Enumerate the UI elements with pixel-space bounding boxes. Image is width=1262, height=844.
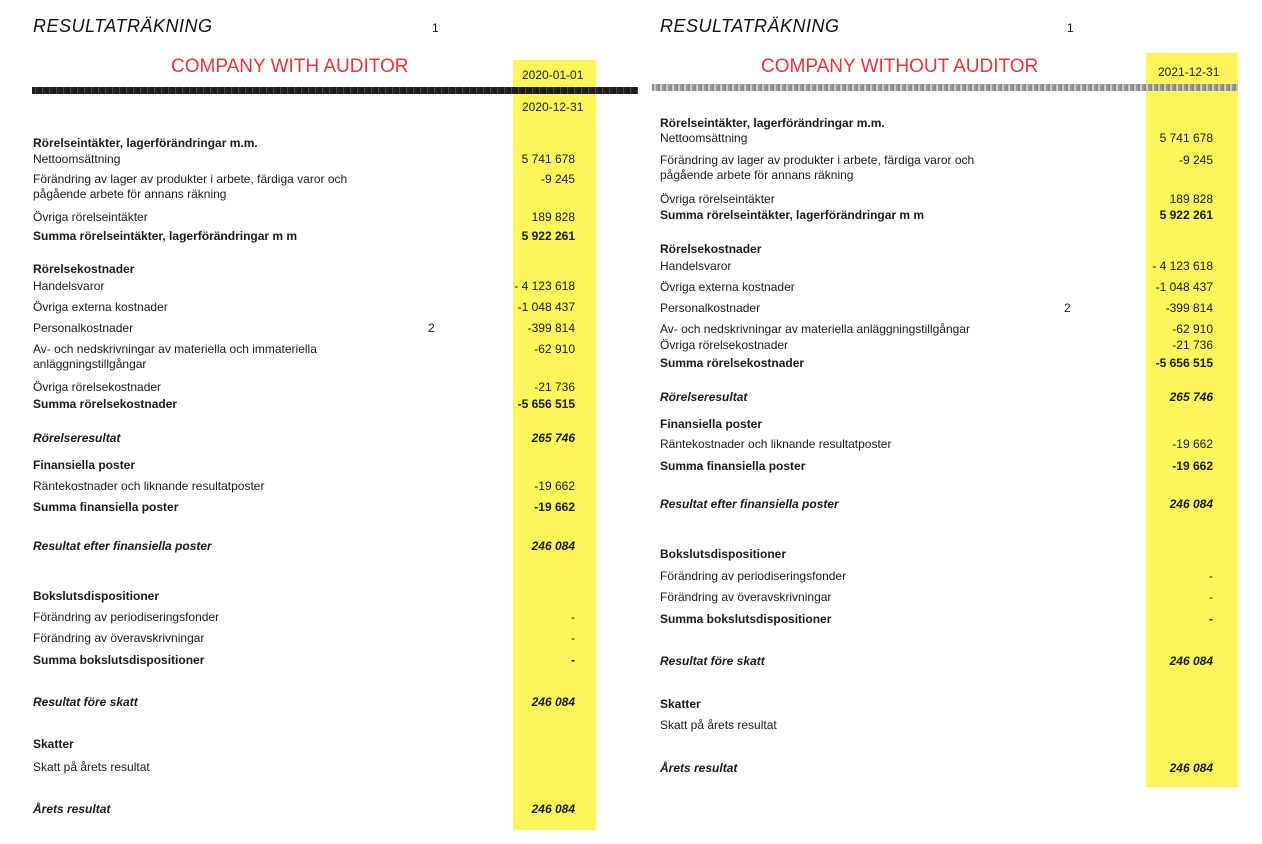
company-banner: COMPANY WITH AUDITOR [171,56,409,77]
line-item-label: Resultat efter finansiella poster [660,497,839,511]
line-item-value: 246 084 [1169,497,1213,511]
line-item-value: 246 084 [531,802,575,816]
line-item-value: 265 746 [531,431,575,445]
line-item-value: -19 662 [1172,437,1213,451]
line-item-value: -62 910 [1172,322,1213,336]
line-item-value: - 4 123 618 [1152,259,1213,273]
line-item-label: Övriga rörelseintäkter [660,192,775,206]
line-item-label: Av- och nedskrivningar av materiella och immateriella anläggningstillgångar [33,342,317,371]
statement-title: RESULTATRÄKNING [660,16,840,36]
line-item-value: 246 084 [531,695,575,709]
line-item-label: Resultat efter finansiella poster [33,539,212,553]
line-item-value: -9 245 [1178,153,1213,167]
line-item-label: Rörelseintäkter, lagerförändringar m.m. [33,136,258,150]
period-end-date: 2020-12-31 [522,100,584,114]
line-item-label: Summa rörelseintäkter, lagerförändringar m m [33,229,298,243]
line-item-label: Skatt på årets resultat [660,718,777,732]
page-number: 1 [432,21,439,35]
line-item-label: Summa rörelseintäkter, lagerförändringar m m [660,208,925,222]
line-item-label: Nettoomsättning [33,152,121,166]
line-item-label: Summa finansiella poster [33,500,179,514]
line-item-value: 5 922 261 [1159,208,1213,222]
line-item-value: 246 084 [1169,654,1213,668]
line-item-label: Övriga rörelsekostnader [33,380,162,394]
period-start-date: 2020-01-01 [522,68,584,82]
header-rule [32,87,638,94]
line-item-value: - [1209,569,1213,583]
line-item-label: Förändring av periodiseringsfonder [33,610,220,624]
line-item-label: Bokslutsdispositioner [660,547,787,561]
line-item-value: 5 922 261 [521,229,575,243]
line-item-value: -19 662 [534,500,575,514]
line-item-label: Förändring av överavskrivningar [33,631,205,645]
line-item-label: Räntekostnader och liknande resultatposter [660,437,892,451]
income-statement-without-auditor [640,0,1262,844]
line-item-label: Summa rörelsekostnader [660,356,805,370]
line-item-value: -399 814 [1165,301,1213,315]
note-reference: 2 [428,321,435,335]
line-item-label: Förändring av överavskrivningar [660,590,832,604]
line-item-value: 189 828 [1169,192,1213,206]
line-item-label: Övriga rörelsekostnader [660,338,789,352]
line-item-label: Summa bokslutsdispositioner [33,653,205,667]
line-item-value: 265 746 [1169,390,1213,404]
line-item-label: Rörelseresultat [660,390,748,404]
line-item-label: Rörelsekostnader [33,262,135,276]
company-banner: COMPANY WITHOUT AUDITOR [761,56,1039,77]
line-item-label: Övriga rörelseintäkter [33,210,148,224]
line-item-label: Årets resultat [660,761,738,775]
line-item-value: -399 814 [527,321,575,335]
line-item-label: Handelsvaror [33,279,105,293]
line-item-value: - [571,631,575,645]
line-item-value: -9 245 [540,172,575,186]
header-rule [652,84,1238,91]
line-item-label: Förändring av periodiseringsfonder [660,569,847,583]
line-item-label: Finansiella poster [660,417,763,431]
line-item-value: - [571,610,575,624]
line-item-label: Personalkostnader [660,301,761,315]
line-item-label: Förändring av lager av produkter i arbete, färdiga varor och pågående arbete för annans räkning [33,172,348,201]
line-item-label: Skatt på årets resultat [33,760,150,774]
line-item-label: Skatter [33,737,74,751]
line-item-label: Övriga externa kostnader [660,280,795,294]
line-item-label: Rörelsekostnader [660,242,762,256]
note-reference: 2 [1064,301,1071,315]
line-item-label: Summa bokslutsdispositioner [660,612,832,626]
line-item-label: Bokslutsdispositioner [33,589,160,603]
page-number: 1 [1067,21,1074,35]
line-item-value: 246 084 [531,539,575,553]
statement-title: RESULTATRÄKNING [33,16,213,36]
line-item-value: -19 662 [1172,459,1213,473]
line-item-value: -19 662 [534,479,575,493]
line-item-value: -21 736 [534,380,575,394]
line-item-value: 246 084 [1169,761,1213,775]
line-item-label: Resultat före skatt [33,695,138,709]
line-item-value: 5 741 678 [521,152,575,166]
line-item-value: - [1209,590,1213,604]
line-item-label: Räntekostnader och liknande resultatposter [33,479,265,493]
line-item-label: Av- och nedskrivningar av materiella anläggningstillgångar [660,322,970,336]
line-item-label: Nettoomsättning [660,131,748,145]
line-item-label: Förändring av lager av produkter i arbete, färdiga varor och pågående arbete för annans räkning [660,153,975,182]
line-item-label: Finansiella poster [33,458,136,472]
line-item-value: - 4 123 618 [514,279,575,293]
line-item-label: Personalkostnader [33,321,134,335]
line-item-value: 5 741 678 [1159,131,1213,145]
line-item-value: - [1209,612,1213,626]
line-item-value: -5 656 515 [1155,356,1213,370]
line-item-label: Rörelseintäkter, lagerförändringar m.m. [660,116,885,130]
line-item-label: Rörelseresultat [33,431,121,445]
line-item-value: -62 910 [534,342,575,356]
line-item-value: -21 736 [1172,338,1213,352]
line-item-value: -1 048 437 [1155,280,1213,294]
line-item-label: Resultat före skatt [660,654,765,668]
line-item-label: Handelsvaror [660,259,732,273]
line-item-label: Årets resultat [33,802,111,816]
line-item-value: -5 656 515 [517,397,575,411]
line-item-label: Summa finansiella poster [660,459,806,473]
line-item-label: Skatter [660,697,701,711]
period-date: 2021-12-31 [1158,65,1220,79]
line-item-value: 189 828 [531,210,575,224]
line-item-label: Summa rörelsekostnader [33,397,178,411]
line-item-value: - [571,653,575,667]
line-item-label: Övriga externa kostnader [33,300,168,314]
line-item-value: -1 048 437 [517,300,575,314]
